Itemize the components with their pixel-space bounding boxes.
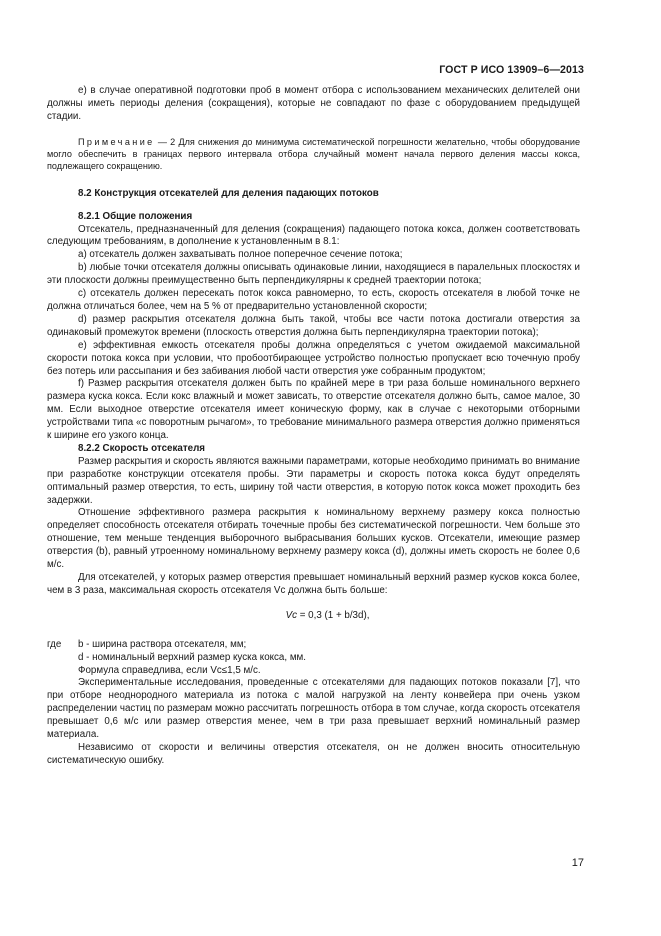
- paragraph-speed-3: Для отсекателей, у которых размер отверстия превышает номинальный верхний размер кусков кокса более, чем в 3 раза, максимальная скорость отсекателя Vc должна быть больше:: [47, 572, 580, 596]
- paragraph-final: Независимо от скорости и величины отверстия отсекателя, он не должен вносить относительную систематическую ошибку.: [47, 741, 580, 766]
- list-item-a: а) отсекатель должен захватывать полное поперечное сечение потока;: [78, 249, 403, 261]
- note-paragraph: [47, 136, 580, 172]
- paragraph-cutter-intro: Отсекатель, предназначенный для деления (сокращения) падающего потока кокса, должен соответствовать следующим требованиям, в дополнение к установленным в 8.1:: [47, 223, 580, 248]
- speed-formula: [47, 610, 580, 623]
- note-label: Примечание: [78, 136, 155, 147]
- section-8-2-1-heading: 8.2.1 Общие положения: [78, 210, 193, 222]
- page-number: 17: [571, 857, 584, 869]
- list-item-c: с) отсекатель должен пересекать поток кокса равномерно, то есть, скорость отсекателя в любой точке не должна отличаться более, чем на 5 % от предварительно установленной скорости;: [47, 288, 580, 312]
- note-text: — 2 Для снижения до минимума систематической погрешности желательно, чтобы оборудование могло обеспечить в границах первого интервала отбора случайный момент начала первого деления массы кокса, подлежащего сокращению.: [47, 136, 580, 171]
- section-8-2-2-heading: 8.2.2 Скорость отсекателя: [78, 442, 206, 454]
- list-item-d: d) размер раскрытия отсекателя должна быть такой, чтобы все части потока достигали отверстия за одинаковый промежуток времени (плоскость отверстия должна быть перпендикулярна траектории потока);: [47, 313, 580, 338]
- paragraph-speed-1: Размер раскрытия и скорость являются важными параметрами, которые необходимо принимать во внимание при разработке конструкции отсекателя пробы. Эти параметры и скорость потока кокса будут определять оптимальный размер отверстия, то есть, ширину той части отверстия, в которую поток кокса может проходить без задержки.: [47, 455, 580, 506]
- definitions-list: [78, 639, 306, 678]
- formula-lhs: Vc: [285, 609, 297, 621]
- definition-b: b - ширина раствора отсекателя, мм;: [78, 638, 247, 650]
- definition-d: d - номинальный верхний размер куска кокса, мм.: [78, 651, 307, 663]
- list-item-b: b) любые точки отсекателя должны описывать одинаковые линии, находящиеся в паралельных плоскостях и эти плоскости должны преимущественно быть перпендикулярны к средней траектории потока;: [47, 262, 580, 287]
- document-body: [47, 84, 580, 768]
- where-label: где: [47, 638, 62, 650]
- paragraph-experiments: Экспериментальные исследования, проведенные с отсекателями для падающих потоков показали [7], что при отборе неоднородного материала из потока с малой нагрузкой на ленту конвейера при очень узком распределении частиц по размерам можно рассчитать погрешность отбора в том случае, когда скорость отсекателя превышает 0,6 м/с или размер отверстия менее, чем в три раза превышает верхний номинальный размер материала.: [47, 677, 580, 741]
- section-8-2-heading: 8.2 Конструкция отсекателей для деления падающих потоков: [78, 187, 379, 199]
- paragraph-speed-2: Отношение эффективного размера раскрытия к номинальному верхнему размеру кокса полностью определяет способность отсекателя отбирать точечные пробы без систематической погрешности. Чем больше это отношение, тем меньше тенденция выборочного выбрасывания больших кусков. Отсекатели, имеющие размер отверстия (b), равный утроенному номинальному верхнему размеру кокса (d), должны иметь скорость не более 0,6 м/с.: [47, 507, 580, 571]
- formula-definitions: [47, 639, 580, 678]
- standard-header: ГОСТ Р ИСО 13909–6—2013: [439, 64, 584, 76]
- paragraph-e-prep: е) в случае оперативной подготовки проб в момент отбора с использованием механических делителей они должны иметь периоды деления (сокращения), которые не совпадают по фазе с оборудованием предыдущей стадии.: [47, 85, 580, 122]
- list-item-f: f) Размер раскрытия отсекателя должен быть по крайней мере в три раза больше номинального верхнего размера куска кокса. Если кокс влажный и может зависать, то отверстие отсекателя должно быть, самое малое, 30 мм. Если выходное отверстие отсекателя имеет коническую форму, как в случае с некоторыми отборными устройствами типа «с поворотным рычагом», то требование минимального размера отверстия должно применяться к ширине его узкого конца.: [47, 378, 580, 442]
- formula-validity: Формула справедлива, если Vc≤1,5 м/с.: [78, 664, 261, 676]
- formula-rhs: = 0,3 (1 + b/3d),: [297, 609, 370, 621]
- list-item-e: е) эффективная емкость отсекателя пробы должна определяться с учетом ожидаемой максимальной скорости потока кокса при условии, что пробоотбирающее устройство полностью пропускает всю точечную пробу без потерь или рассыпания и без забивания любой части отверстия уже собранным продуктом;: [47, 339, 580, 377]
